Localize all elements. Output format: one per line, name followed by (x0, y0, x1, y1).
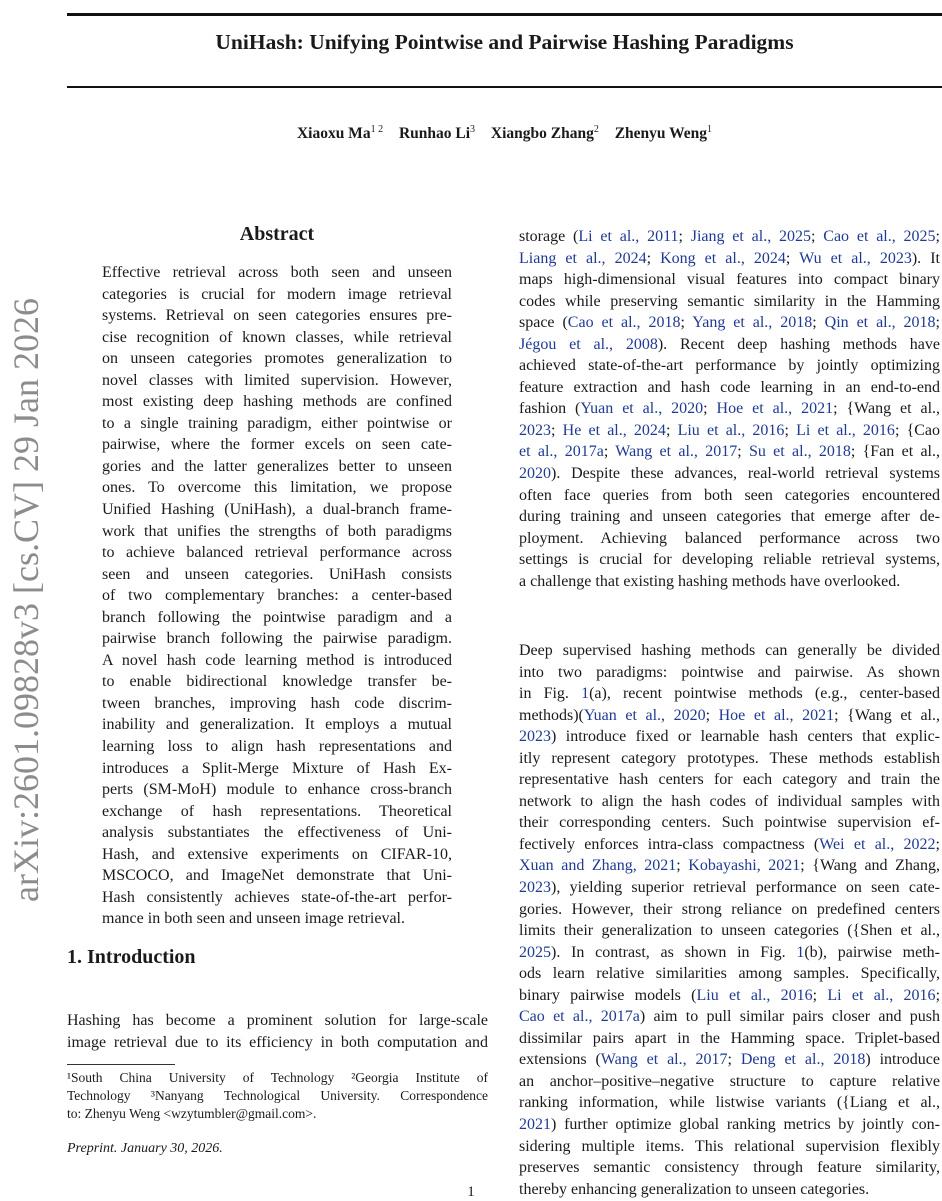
text-line: representative hash centers for each category and train the (519, 771, 940, 789)
text-line: often face queries from both seen categories encountered (519, 486, 940, 504)
citation-link[interactable]: Li et al., 2016 (827, 986, 936, 1004)
citation-link[interactable]: Li et al., 2016 (796, 421, 895, 439)
text-line: fashion (Yuan et al., 2020; Hoe et al., 2021; {Wang et al., (519, 400, 941, 418)
author-name: Xiaoxu Ma (296, 125, 371, 143)
author-affiliation: 2 (593, 124, 599, 135)
footnote-rule (67, 1064, 175, 1065)
text-line: to enable bidirectional knowledge transfer be- (102, 673, 452, 691)
arxiv-stamp (4, 245, 48, 955)
text-line: pairwise branch following the pairwise paradigm. (102, 630, 452, 648)
text-line: Hash consistently achieves state-of-the-art perfor- (102, 888, 452, 906)
text-line: in Fig. 1(a), recent pointwise methods (e.g., center-based (519, 685, 940, 703)
text-line: gories and the latter generalizes better to unseen (102, 457, 452, 475)
text-line: feature extraction and hash code learning in an end-to-end (519, 378, 940, 396)
citation-link[interactable]: Wang et al., 2017 (600, 1051, 728, 1069)
text-line: learning loss to align hash representations and (102, 738, 452, 756)
text-line: binary pairwise models (Liu et al., 2016; Li et al., 2016; (519, 986, 941, 1004)
text-line: 2025). In contrast, as shown in Fig. 1(b), pairwise meth- (519, 943, 940, 961)
title-bottom-rule (67, 86, 942, 88)
text-line: their corresponding centers. Such pointwise supervision ef- (519, 814, 940, 832)
text-line: ones. To overcome this limitation, we propose (102, 479, 452, 497)
text-line: introduces a Split-Merge Mixture of Hash Ex- (102, 759, 452, 777)
text-line: storage (Li et al., 2011; Jiang et al., 2025; Cao et al., 2025; (519, 228, 940, 245)
text-line: a challenge that existing hashing methods have overlooked. (519, 572, 901, 590)
citation-link[interactable]: Kong et al., 2024 (660, 249, 786, 267)
citation-link[interactable]: Jégou et al., 2008 (519, 335, 658, 353)
citation-link[interactable]: Qin et al., 2018 (824, 314, 936, 332)
citation-link[interactable]: Cao et al., 2018 (567, 314, 681, 332)
text-line: perts (SM-MoH) module to enhance cross-branch (102, 781, 452, 799)
text-line: on unseen categories promotes generalization to (102, 350, 452, 368)
text-line: image retrieval due to its efficiency in both computation and (67, 1033, 488, 1051)
citation-link[interactable]: Yuan et al., 2020 (580, 400, 704, 418)
text-line: categories is crucial for modern image retrieval (102, 285, 452, 303)
text-line: analysis substantiates the effectiveness of Uni- (102, 824, 452, 842)
text-line: during training and unseen categories that emerge after de- (519, 508, 940, 526)
text-line: Effective retrieval across both seen and unseen (102, 264, 452, 281)
citation-link[interactable]: 1 (796, 943, 805, 961)
citation-link[interactable]: 2025 (519, 943, 551, 961)
text-line: dissimilar pairs apart in the Hamming space. Triplet-based (519, 1029, 940, 1047)
citation-link[interactable]: 2023 (519, 728, 551, 746)
paper-title: UniHash: Unifying Pointwise and Pairwise Hashing Paradigms (215, 30, 794, 54)
text-line: exchange of hash representations. Theoretical (102, 802, 452, 820)
abstract-body (102, 262, 452, 930)
footnote-line: ¹South China University of Technology ²Georgia Institute of (67, 1070, 488, 1085)
text-line: space (Cao et al., 2018; Yang et al., 2018; Qin et al., 2018; (519, 314, 940, 332)
text-line: seen and unseen categories. UniHash consists (102, 565, 452, 583)
footnote-line: to: Zhenyu Weng <wzytumbler@gmail.com>. (67, 1106, 317, 1121)
preprint-note: Preprint. January 30, 2026. (67, 1141, 223, 1156)
footnote-line: Technology ³Nanyang Technological University. Correspondence (67, 1088, 488, 1103)
page-number: 1 (467, 1184, 475, 1200)
text-line: 2023) introduce fixed or learnable hash centers that explic- (519, 728, 940, 746)
citation-link[interactable]: Liang et al., 2024 (519, 249, 647, 267)
text-line: preserves semantic consistency through feature similarity, (519, 1159, 940, 1177)
text-line: Liang et al., 2024; Kong et al., 2024; Wu et al., 2023). It (519, 249, 940, 267)
citation-link[interactable]: 1 (581, 685, 590, 703)
text-line: limits their generalization to unseen categories ({Shen et al., (519, 922, 940, 940)
author-affiliation: 1 (707, 124, 713, 135)
author-affiliation: 3 (470, 124, 476, 135)
text-line: extensions (Wang et al., 2017; Deng et al., 2018) introduce (519, 1051, 940, 1069)
citation-link[interactable]: Wang et al., 2017 (615, 443, 738, 461)
text-line: inability and generalization. It employs a mutual (102, 716, 452, 734)
text-line: codes while preserving semantic similarity in the Hamming (519, 292, 940, 310)
citation-link[interactable]: 2023 (519, 879, 551, 897)
author (297, 125, 383, 142)
text-line: ods learn relative similarities among samples. Specifically, (519, 965, 940, 983)
text-line: gories. However, their strong reliance on predefined centers (519, 900, 940, 918)
text-line: settings is crucial for developing reliable retrieval systems, (519, 551, 940, 569)
citation-link[interactable]: Xuan and Zhang, 2021 (519, 857, 677, 875)
text-line: work that unifies the strengths of both paradigms (102, 522, 452, 540)
citation-link[interactable]: Cao et al., 2025 (823, 228, 936, 245)
text-line: 2023; He et al., 2024; Liu et al., 2016; Li et al., 2016; {Cao (519, 421, 941, 439)
text-line: itly represent category prototypes. These methods establish (519, 749, 940, 767)
text-line: an anchor–positive–negative structure to capture relative (519, 1072, 940, 1090)
right-column-paragraph-1 (519, 226, 940, 592)
text-line: tween branches, improving hash code discrim- (102, 694, 452, 712)
section-heading-introduction: 1. Introduction (67, 946, 196, 968)
citation-link[interactable]: Yang et al., 2018 (692, 314, 813, 332)
text-line: to a single training paradigm, either pointwise or (102, 414, 452, 432)
citation-link[interactable]: Yuan et al., 2020 (583, 706, 706, 724)
text-line: thereby enhancing generalization to unseen categories. (519, 1180, 870, 1198)
citation-link[interactable]: et al., 2017a (519, 443, 604, 461)
author-name: Xiangbo Zhang (490, 125, 594, 143)
text-line: novel classes with limited supervision. However, (102, 371, 452, 389)
author-affiliation: 1 2 (370, 124, 384, 135)
title-top-rule (67, 13, 942, 16)
text-line: network to align the hash codes of individual samples with (519, 792, 940, 810)
citation-link[interactable]: Cao et al., 2017a (519, 1008, 640, 1026)
text-line: ployment. Achieving balanced performance across two (519, 529, 940, 547)
text-line: most existing deep hashing methods are confined (102, 393, 452, 411)
citation-link[interactable]: Wei et al., 2022 (819, 835, 936, 853)
citation-link[interactable]: Hoe et al., 2021 (716, 400, 834, 418)
text-line: sidering multiple items. This relational supervision flexibly (519, 1137, 940, 1155)
author (615, 125, 712, 142)
citation-link[interactable]: Kobayashi, 2021 (688, 857, 801, 875)
text-line: maps high-dimensional visual features into compact binary (519, 271, 940, 289)
text-line: Hash, and extensive experiments on CIFAR-10, (102, 845, 452, 863)
text-line: 2020). Despite these advances, real-world retrieval systems (519, 465, 940, 483)
text-line: methods)(Yuan et al., 2020; Hoe et al., 2021; {Wang et al., (519, 706, 941, 724)
text-line: cise recognition of known classes, while retrieval (102, 328, 452, 346)
text-line: into two paradigms: pointwise and pairwise. As shown (519, 663, 940, 681)
author-name: Runhao Li (398, 125, 471, 143)
text-line: branch following the pointwise paradigm and a (102, 608, 452, 626)
text-line: mance in both seen and unseen image retrieval. (102, 910, 405, 928)
text-line: fectively enforces intra-class compactness (Wei et al., 2022; (519, 835, 940, 853)
author (491, 125, 599, 142)
citation-link[interactable]: He et al., 2024 (562, 421, 666, 439)
text-line: Jégou et al., 2008). Recent deep hashing methods have (519, 335, 941, 353)
text-line: MSCOCO, and ImageNet demonstrate that Uni- (102, 867, 452, 885)
citation-link[interactable]: Li et al., 2011 (578, 228, 679, 245)
text-line: 2021) further optimize global ranking metrics by jointly con- (519, 1116, 940, 1134)
citation-link[interactable]: Jiang et al., 2025 (690, 228, 812, 245)
text-line: Deep supervised hashing methods can generally be divided (519, 642, 940, 659)
abstract-heading: Abstract (239, 223, 315, 245)
citation-link[interactable]: Deng et al., 2018 (740, 1051, 866, 1069)
citation-link[interactable]: Liu et al., 2016 (677, 421, 785, 439)
author (399, 125, 475, 142)
citation-link[interactable]: 2021 (519, 1116, 551, 1134)
text-line: Hashing has become a prominent solution for large-scale (67, 1012, 488, 1029)
text-line: to achieve balanced retrieval performance across (102, 544, 452, 562)
right-column-paragraph-2 (519, 640, 940, 1200)
author-name: Zhenyu Weng (614, 125, 708, 143)
intro-body (67, 1010, 488, 1053)
arxiv-stamp-text[interactable]: arXiv:2601.09828v3 [cs.CV] 29 Jan 2026 (6, 298, 46, 902)
citation-link[interactable]: Liu et al., 2016 (696, 986, 813, 1004)
text-line: et al., 2017a; Wang et al., 2017; Su et al., 2018; {Fan et al., (519, 443, 941, 461)
text-line: pairwise, where the former excels on seen cate- (102, 436, 452, 454)
text-line: Unified Hashing (UniHash), a dual-branch frame- (102, 501, 452, 519)
footnote (67, 1069, 488, 1123)
citation-link[interactable]: Su et al., 2018 (748, 443, 851, 461)
text-line: achieved state-of-the-art performance by jointly optimizing (519, 357, 940, 375)
citation-link[interactable]: Wu et al., 2023 (799, 249, 912, 267)
citation-link[interactable]: 2023 (519, 421, 551, 439)
text-line: A novel hash code learning method is introduced (102, 651, 452, 669)
text-line: Cao et al., 2017a) aim to pull similar pairs closer and push (519, 1008, 940, 1026)
citation-link[interactable]: 2020 (519, 465, 551, 483)
citation-link[interactable]: Hoe et al., 2021 (718, 706, 835, 724)
text-line: ranking information, while listwise variants ({Liang et al., (519, 1094, 940, 1112)
text-line: 2023), yielding superior retrieval performance on seen cate- (519, 879, 940, 897)
text-line: systems. Retrieval on seen categories ensures pre- (102, 307, 452, 325)
author-list (67, 124, 942, 143)
text-line: Xuan and Zhang, 2021; Kobayashi, 2021; {Wang and Zhang, (519, 857, 940, 875)
text-line: of two complementary branches: a center-based (102, 587, 452, 605)
